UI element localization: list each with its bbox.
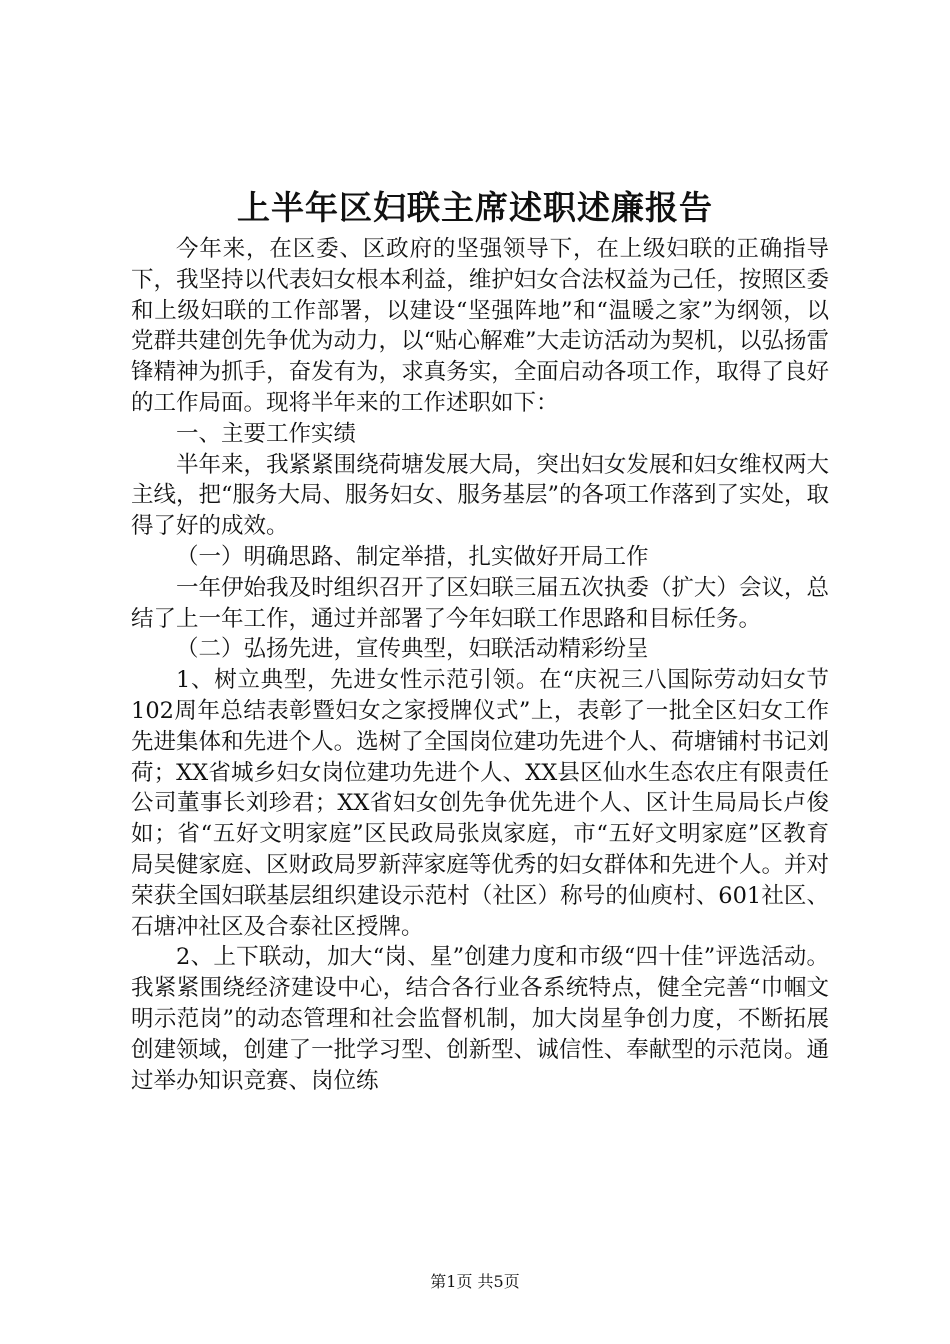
paragraph-item-1: 1、树立典型，先进女性示范引领。在“庆祝三八国际劳动妇女节102周年总结表彰暨妇女之家授牌仪式”上，表彰了一批全区妇女工作先进集体和先进个人。选树了全国岗位建功先进个人、荷塘铺村书记刘荷；XX省城乡妇女岗位建功先进个人、XX县区仙水生态农庄有限责任公司董事长刘珍君；XX省妇女创先争优先进个人、区计生局局长卢俊如；省“五好文明家庭”区民政局张岚家庭，市“五好文明家庭”区教育局吴健家庭、区财政局罗新萍家庭等优秀的妇女群体和先进个人。并对荣获全国妇联基层组织建设示范村（社区）称号的仙庾村、601社区、石塘冲社区及合泰社区授牌。 [131, 667, 829, 940]
section-heading-1: 一、主要工作实绩 [176, 420, 357, 447]
subsection-heading-1: （一）明确思路、制定举措，扎实做好开局工作 [176, 543, 649, 570]
paragraph-summary: 半年来，我紧紧围绕荷塘发展大局，突出妇女发展和妇女维权两大主线，把“服务大局、服务妇女、服务基层”的各项工作落到了实处，取得了好的成效。 [131, 451, 830, 540]
document-body [131, 234, 829, 1096]
document-title: 上半年区妇联主席述职述廉报告 [237, 188, 713, 227]
paragraph-intro: 今年来，在区委、区政府的坚强领导下，在上级妇联的正确指导下，我坚持以代表妇女根本利益，维护妇女合法权益为己任，按照区委和上级妇联的工作部署，以建设“坚强阵地”和“温暖之家”为纲领，以党群共建创先争优为动力，以“贴心解难”大走访活动为契机，以弘扬雷锋精神为抓手，奋发有为，求真务实，全面启动各项工作，取得了良好的工作局面。现将半年来的工作述职如下： [131, 236, 830, 416]
paragraph-item-2: 2、上下联动，加大“岗、星”创建力度和市级“四十佳”评选活动。我紧紧围绕经济建设中心，结合各行业各系统特点，健全完善“巾帼文明示范岗”的动态管理和社会监督机制，加大岗星争创力度，不断拓展创建领域，创建了一批学习型、创新型、诚信性、奉献型的示范岗。通过举办知识竞赛、岗位练 [131, 944, 829, 1094]
page-footer: 第1页 共5页 [430, 1272, 520, 1291]
paragraph-meeting: 一年伊始我及时组织召开了区妇联三届五次执委（扩大）会议，总结了上一年工作，通过并部署了今年妇联工作思路和目标任务。 [131, 574, 829, 632]
subsection-heading-2: （二）弘扬先进，宣传典型，妇联活动精彩纷呈 [176, 636, 649, 663]
